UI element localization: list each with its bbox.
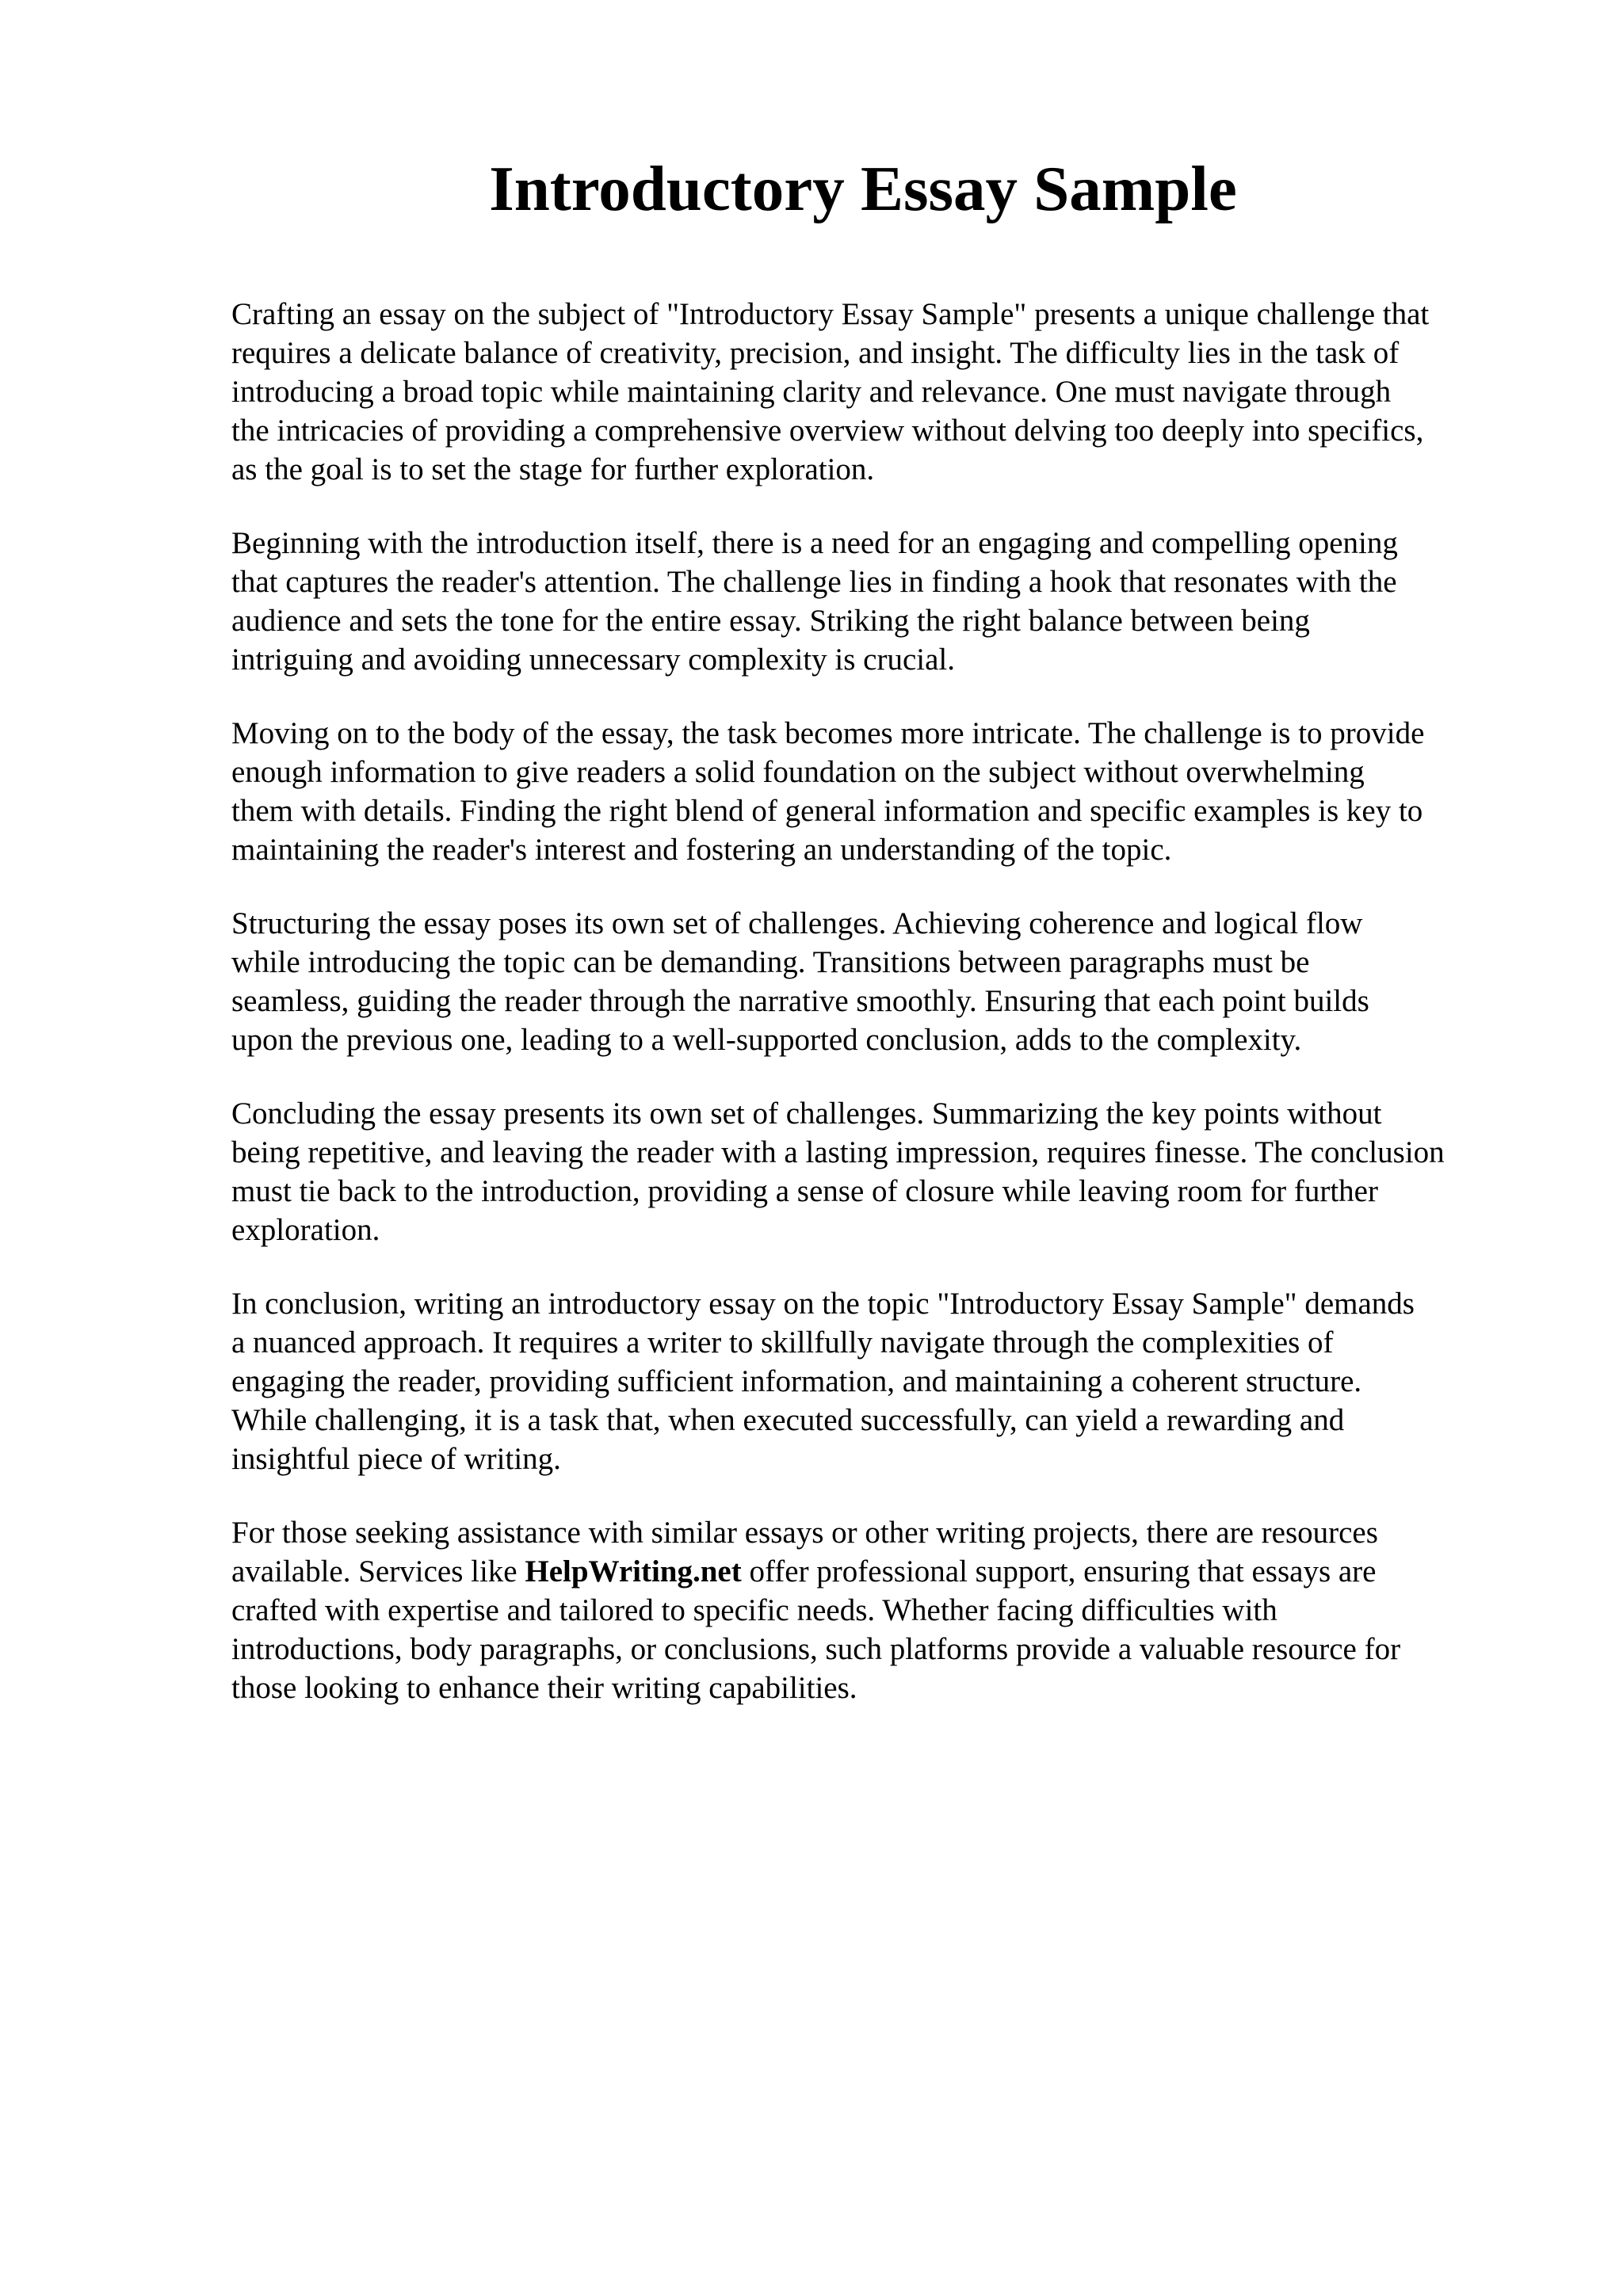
- paragraph-line: In conclusion, writing an introductory essay on the topic "Introductory Essay Sample" demands: [231, 1287, 1415, 1321]
- paragraph-line: those looking to enhance their writing capabilities.: [231, 1671, 857, 1705]
- paragraph-line: Crafting an essay on the subject of "Introductory Essay Sample" presents a unique challenge that: [231, 297, 1430, 331]
- paragraph-line: that captures the reader's attention. The challenge lies in finding a hook that resonates with the: [231, 565, 1397, 599]
- essay-body: [231, 295, 1523, 1742]
- paragraph-line: seamless, guiding the reader through the narrative smoothly. Ensuring that each point builds: [231, 984, 1369, 1018]
- paragraph-line: For those seeking assistance with similar essays or other writing projects, there are resources: [231, 1516, 1378, 1550]
- paragraph-line: While challenging, it is a task that, when executed successfully, can yield a rewarding and: [231, 1403, 1345, 1437]
- paragraph-4: [231, 904, 1523, 1059]
- paragraph-line: requires a delicate balance of creativity, precision, and insight. The difficulty lies in the task of: [231, 336, 1400, 370]
- paragraph-line: being repetitive, and leaving the reader with a lasting impression, requires finesse. The conclusion: [231, 1135, 1445, 1169]
- paragraph-line: Moving on to the body of the essay, the task becomes more intricate. The challenge is to provide: [231, 716, 1425, 750]
- paragraph-line: the intricacies of providing a comprehensive overview without delving too deeply into specifics,: [231, 414, 1424, 448]
- paragraph-line: maintaining the reader's interest and fostering an understanding of the topic.: [231, 833, 1172, 867]
- paragraph-6: [231, 1284, 1523, 1478]
- paragraph-line: Concluding the essay presents its own set of challenges. Summarizing the key points without: [231, 1097, 1382, 1131]
- paragraph-line: while introducing the topic can be demanding. Transitions between paragraphs must be: [231, 945, 1310, 979]
- paragraph-line: audience and sets the tone for the entire essay. Striking the right balance between being: [231, 604, 1310, 638]
- paragraph-line: introductions, body paragraphs, or conclusions, such platforms provide a valuable resource for: [231, 1632, 1401, 1666]
- document-title: Introductory Essay Sample: [489, 153, 1237, 224]
- paragraph-line: them with details. Finding the right blend of general information and specific examples is key to: [231, 794, 1423, 828]
- paragraph-5: [231, 1094, 1523, 1249]
- paragraph-1: [231, 295, 1523, 489]
- paragraph-line: insightful piece of writing.: [231, 1442, 561, 1476]
- paragraph-line: Beginning with the introduction itself, there is a need for an engaging and compelling opening: [231, 526, 1398, 560]
- paragraph-line: intriguing and avoiding unnecessary complexity is crucial.: [231, 643, 956, 677]
- paragraph-line: Structuring the essay poses its own set of challenges. Achieving coherence and logical flow: [231, 906, 1363, 940]
- paragraph-line: must tie back to the introduction, providing a sense of closure while leaving room for further: [231, 1174, 1378, 1208]
- paragraph-line: as the goal is to set the stage for further exploration.: [231, 452, 875, 486]
- paragraph-line: exploration.: [231, 1213, 380, 1247]
- paragraph-line: [231, 1552, 1523, 1591]
- paragraph-line: enough information to give readers a solid foundation on the subject without overwhelming: [231, 755, 1365, 789]
- helpwriting-brand: HelpWriting.net: [525, 1554, 742, 1589]
- paragraph-text: offer professional support, ensuring that essays are: [741, 1554, 1377, 1589]
- paragraph-line: upon the previous one, leading to a well-supported conclusion, adds to the complexity.: [231, 1023, 1302, 1057]
- paragraph-line: introducing a broad topic while maintaining clarity and relevance. One must navigate through: [231, 375, 1392, 409]
- paragraph-7: [231, 1513, 1523, 1707]
- paragraph-line: crafted with expertise and tailored to specific needs. Whether facing difficulties with: [231, 1593, 1277, 1627]
- paragraph-2: [231, 524, 1523, 679]
- paragraph-3: [231, 714, 1523, 869]
- paragraph-text: available. Services like: [231, 1554, 525, 1589]
- paragraph-line: engaging the reader, providing sufficient information, and maintaining a coherent structure.: [231, 1364, 1362, 1398]
- paragraph-line: a nuanced approach. It requires a writer to skillfully navigate through the complexities of: [231, 1325, 1334, 1360]
